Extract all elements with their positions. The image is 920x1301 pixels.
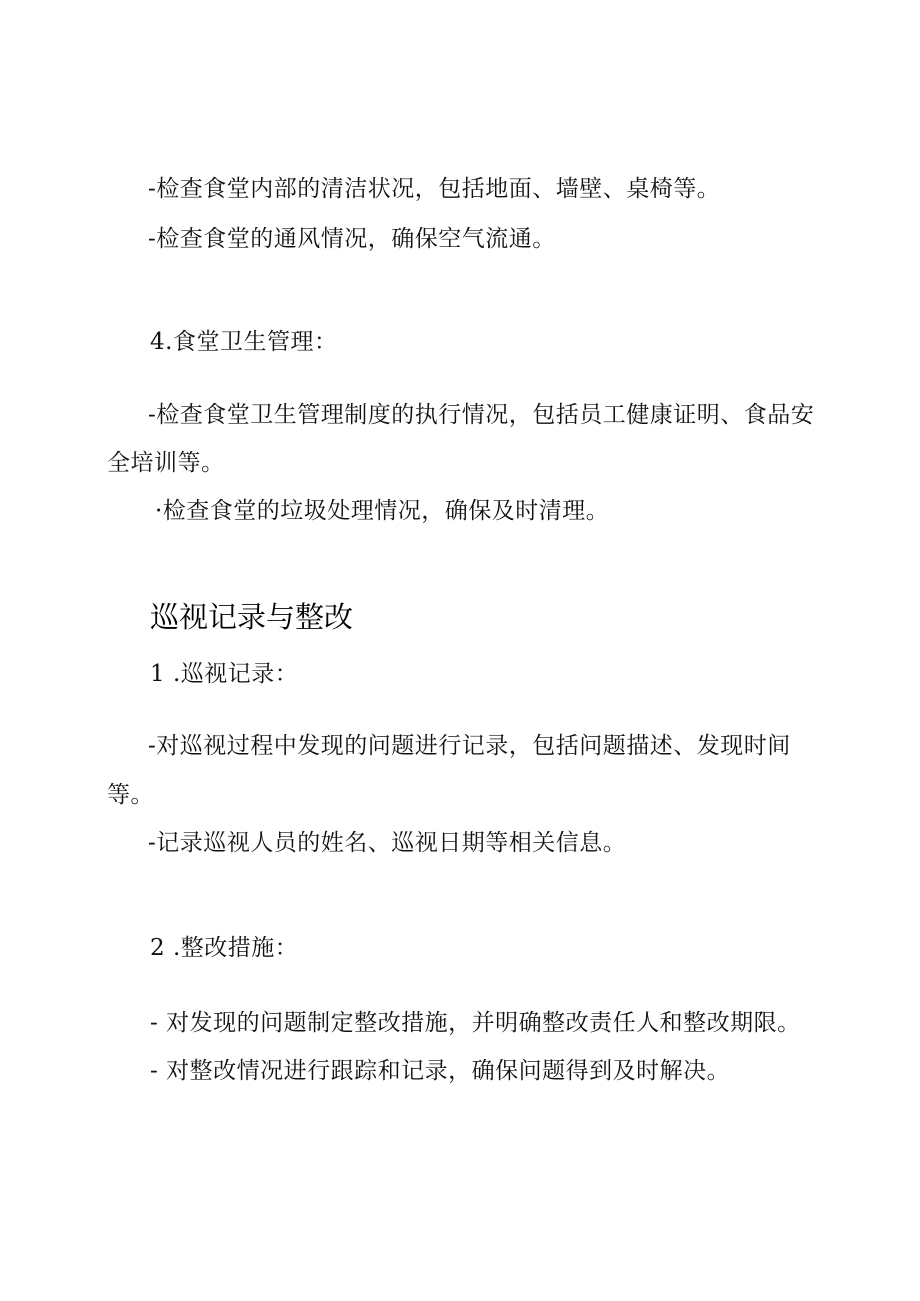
subsection-title: 1 .巡视记录： [150,661,299,687]
list-item: -检查食堂内部的清洁状况，包括地面、墙壁、桌椅等。 [148,176,721,202]
list-item-continuation: 全培训等。 [107,450,225,476]
list-item-continuation: 等。 [107,782,154,808]
list-item: -记录巡视人员的姓名、巡视日期等相关信息。 [148,830,627,856]
list-item: -对巡视过程中发现的问题进行记录，包括问题描述、发现时间 [148,733,791,759]
section-heading: 巡视记录与整改 [150,600,354,634]
list-item: ·检查食堂的垃圾处理情况，确保及时清理。 [155,498,610,524]
list-item: -检查食堂的通风情况，确保空气流通。 [148,226,556,252]
list-item: - 对发现的问题制定整改措施，并明确整改责任人和整改期限。 [150,1010,801,1036]
list-item: - 对整改情况进行跟踪和记录，确保问题得到及时解决。 [150,1058,731,1084]
section-title: 4.食堂卫生管理： [150,329,338,355]
subsection-title: 2 .整改措施： [150,935,299,961]
list-item: -检查食堂卫生管理制度的执行情况，包括员工健康证明、食品安 [148,402,815,428]
